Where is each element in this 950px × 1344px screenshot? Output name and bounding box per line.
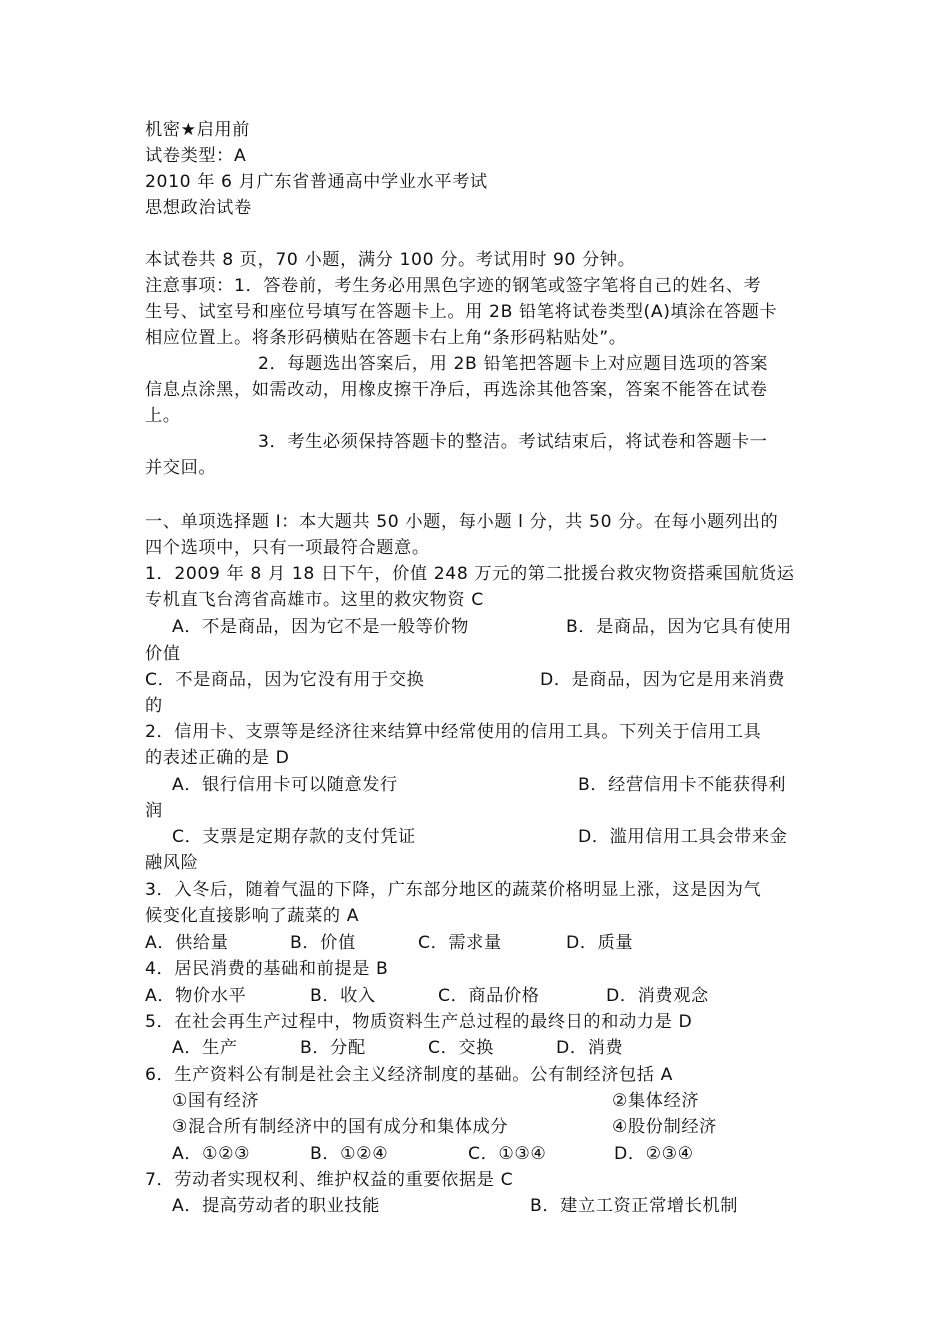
option-d-cont: 融风险 [145, 853, 199, 873]
question-stem: 2．信用卡、支票等是经济往来结算中经常使用的信用工具。下列关于信用工具 [145, 722, 762, 742]
exam-name: 2010 年 6 月广东省普通高中学业水平考试 [145, 172, 488, 192]
note-1-line: 生号、试室号和座位号填写在答题卡上。用 2B 铅笔将试卷类型(A)填涂在答题卡 [145, 302, 778, 322]
question-stem: 4．居民消费的基础和前提是 B [145, 959, 389, 979]
option-b: B．收入 [310, 986, 376, 1006]
option-b-cont: 润 [145, 801, 163, 821]
option-d: D．质量 [566, 933, 634, 953]
statement-item: ①国有经济 [172, 1091, 260, 1111]
option-d: D．消费观念 [606, 986, 709, 1006]
option-c: C．商品价格 [438, 986, 540, 1006]
option-d: D．②③④ [614, 1144, 694, 1164]
note-2-line: 上。 [145, 406, 181, 426]
option-b: B．①②④ [310, 1144, 389, 1164]
subject-title: 思想政治试卷 [145, 198, 252, 218]
section-title: 一、单项选择题 I：本大题共 50 小题，每小题 l 分，共 50 分。在每小题列出的 [145, 512, 779, 532]
question-stem: 5．在社会再生产过程中，物质资料生产总过程的最终日的和动力是 D [145, 1012, 693, 1032]
overview-line: 本试卷共 8 页，70 小题，满分 100 分。考试用时 90 分钟。 [145, 250, 636, 270]
option-a: A．物价水平 [145, 986, 247, 1006]
option-a: A．①②③ [172, 1144, 251, 1164]
option-a: A．不是商品，因为它不是一般等价物 [172, 617, 469, 637]
option-c: C．需求量 [418, 933, 502, 953]
note-3-line: 3．考生必须保持答题卡的整洁。考试结束后，将试卷和答题卡一 [258, 432, 768, 452]
option-b-cont: 价值 [145, 644, 181, 664]
question-stem: 专机直飞台湾省高雄市。这里的救灾物资 C [145, 590, 484, 610]
question-stem: 的表述正确的是 D [145, 748, 290, 768]
option-b: B．分配 [300, 1038, 366, 1058]
note-3-line: 并交回。 [145, 458, 217, 478]
option-b: B．建立工资正常增长机制 [530, 1196, 739, 1216]
note-1-line: 注意事项：1．答卷前，考生务必用黑色字迹的钢笔或签字笔将自己的姓名、考 [145, 276, 762, 296]
statement-item: ③混合所有制经济中的国有成分和集体成分 [172, 1117, 509, 1137]
option-c: C．支票是定期存款的支付凭证 [172, 827, 416, 847]
option-a: A．银行信用卡可以随意发行 [172, 775, 398, 795]
option-d: D．消费 [556, 1038, 624, 1058]
option-c: C．不是商品，因为它没有用于交换 [145, 670, 425, 690]
question-stem: 7．劳动者实现权利、维护权益的重要依据是 C [145, 1170, 514, 1190]
question-stem: 1．2009 年 8 月 18 日下午，价值 248 万元的第二批援台救灾物资搭乘国航货运 [145, 564, 795, 584]
note-1-line: 相应位置上。将条形码横贴在答题卡右上角“条形码粘贴处”。 [145, 328, 627, 348]
note-2-line: 信息点涂黑，如需改动，用橡皮擦干净后，再选涂其他答案，答案不能答在试卷 [145, 380, 768, 400]
option-c: C．①③④ [468, 1144, 547, 1164]
note-2-line: 2．每题选出答案后，用 2B 铅笔把答题卡上对应题目选项的答案 [258, 354, 769, 374]
option-c: C．交换 [428, 1038, 494, 1058]
statement-item: ②集体经济 [612, 1091, 700, 1111]
question-stem: 6．生产资料公有制是社会主义经济制度的基础。公有制经济包括 A [145, 1065, 674, 1085]
option-b: B．经营信用卡不能获得利 [578, 775, 787, 795]
option-a: A．供给量 [145, 933, 229, 953]
confidential-mark: 机密★启用前 [145, 120, 250, 140]
option-b: B．是商品，因为它具有使用 [566, 617, 792, 637]
section-title: 四个选项中，只有一项最符合题意。 [145, 538, 430, 558]
option-d: D．是商品，因为它是用来消费 [540, 670, 786, 690]
option-a: A．生产 [172, 1038, 238, 1058]
option-a: A．提高劳动者的职业技能 [172, 1196, 381, 1216]
statement-item: ④股份制经济 [612, 1117, 717, 1137]
question-stem: 3．入冬后，随着气温的下降，广东部分地区的蔬菜价格明显上涨，这是因为气 [145, 880, 762, 900]
option-d-cont: 的 [145, 696, 163, 716]
option-b: B．价值 [290, 933, 356, 953]
question-stem: 候变化直接影响了蔬菜的 A [145, 906, 360, 926]
paper-type: 试卷类型：A [145, 146, 247, 166]
option-d: D．滥用信用工具会带来金 [578, 827, 788, 847]
